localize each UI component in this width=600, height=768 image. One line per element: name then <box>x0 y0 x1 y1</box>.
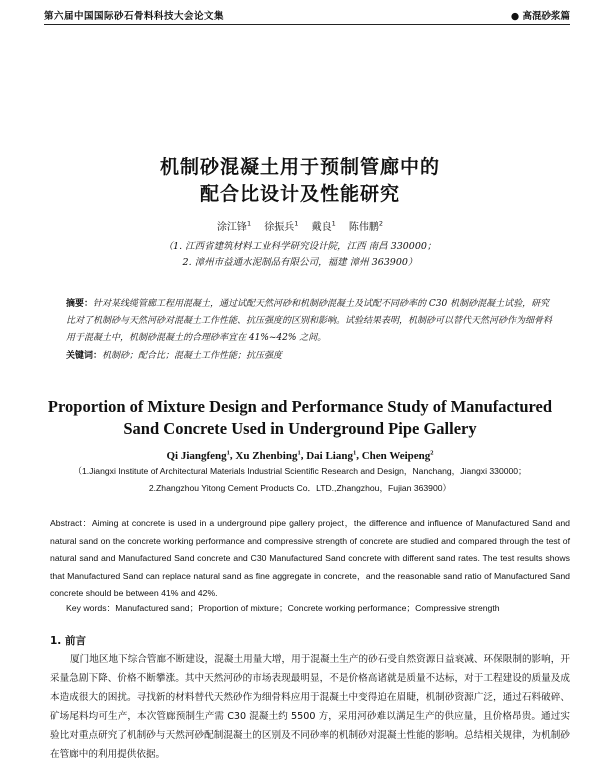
english-affiliation-1: （1.Jiangxi Institute of Architectural Materials Industrial Scientific Research and Design，Nanchang，Jiangxi 330000； <box>73 466 527 476</box>
header-section-label: ● 高混砂浆篇 <box>510 11 570 22</box>
section-heading: 1. 前言 <box>50 635 86 647</box>
running-header <box>44 8 570 25</box>
author-en-1: Qi Jiangfeng$^1$ <box>166 449 230 462</box>
english-authors: Qi Jiangfeng$^1$, Xu Zhenbing$^1$, Dai Liang$^1$, Chen Weipeng$^2$ <box>166 449 434 462</box>
author-cn-3: 戴良$^1$ <box>311 219 336 233</box>
author-cn-2: 徐振兵$^1$ <box>264 219 299 233</box>
chinese-title-line-2: 配合比设计及性能研究 <box>199 183 400 205</box>
english-abstract <box>50 515 570 603</box>
author-cn-4: 陈伟鹏$^2$ <box>348 219 384 233</box>
chinese-abstract-text: 针对某线缆管廊工程用混凝土，通过试配天然河砂和机制砂混凝土及试配不同砂率的 C30 机制砂混凝土试验，研究比对了机制砂与天然河砂对混凝土工作性能、抗压强度的区别和影响。试验结果表明，机制砂可以替代天然河砂作为细骨料用于混凝土中，机制砂混凝土的合理砂率宜在 41%~42% 之间。 <box>66 299 553 343</box>
english-title-line-2: Sand Concrete Used in Underground Pipe Gallery <box>123 419 477 438</box>
author-en-4: Chen Weipeng$^2$ <box>361 449 434 462</box>
chinese-keywords <box>66 349 556 364</box>
chinese-title-line-1: 机制砂混凝土用于预制管廊中的 <box>159 156 440 178</box>
chinese-keywords-label: 关键词： <box>66 351 103 361</box>
chinese-abstract-label: 摘要： <box>66 299 94 309</box>
english-keywords-text: Manufactured sand；Proportion of mixture；Concrete working performance；Compressive strength <box>115 603 500 613</box>
english-abstract-label: Abstract： <box>50 518 92 528</box>
chinese-keywords-text: 机制砂；配合比；混凝土工作性能；抗压强度 <box>102 351 283 361</box>
english-title-line-1: Proportion of Mixture Design and Performance Study of Manufactured <box>47 397 553 416</box>
chinese-authors <box>0 218 600 233</box>
english-abstract-text: Aiming at concrete is used in a underground pipe gallery project，the difference and influence of Manufactured Sand and natural sand on the concrete working performance and compressive strength of concrete are studied and compared through the test of natural sand and Manufactured Sand concrete and C30 Manufactured Sand concrete with different sand rates. The test results shows that Manufactured Sand can replace natural sand as fine aggregate in concrete，and the reasonable sand ratio of Manufactured Sand concrete should be between 41% and 42%. <box>50 518 570 599</box>
english-keywords <box>66 602 566 614</box>
chinese-affiliation-1: （1. 江西省建筑材料工业科学研究设计院，江西 南昌 330000； <box>163 241 437 252</box>
header-conference-title: 第六届中国国际砂石骨料科技大会论文集 <box>44 11 225 22</box>
author-cn-1: 涂江锋$^1$ <box>216 219 252 233</box>
english-keywords-label: Key words： <box>66 603 116 613</box>
intro-paragraph: 厦门地区地下综合管廊不断建设，混凝土用量大增，用于混凝土生产的砂石受自然资源日益衰减、环保限制的影响，开采量急剧下降、价格不断攀涨。其中天然河砂的市场表现最明显，不是价格高诸就是质量不达标，对于工程建设的质量及成本造成很大的困扰。寻找新的材料替代天然砂作为细骨料应用于混凝土中变得迫在眉睫，机制砂资源广泛，通过石料破碎、矿场尾料均可生产，本次管廊预制生产需 C30 混凝土约 5500 方，采用河砂难以满足生产的供应量，且价格昂贵。通过实验比对重点研究了机制砂与天然河砂配制混凝土的区别及不同砂率的机制砂对混凝土性能的影响。总结相关规律，为机制砂在管廊中的利用提供依据。 <box>50 654 570 760</box>
chinese-abstract <box>66 296 556 347</box>
author-en-3: Dai Liang$^1$ <box>306 449 357 462</box>
author-en-2: Xu Zhenbing$^1$ <box>235 449 301 462</box>
chinese-affiliation-2: 2. 漳州市益通水泥制品有限公司，福建 漳州 363900） <box>182 257 418 268</box>
english-affiliation-2: 2.Zhangzhou Yitong Cement Products Co．LTD.,Zhangzhou，Fujian 363900） <box>148 483 452 493</box>
